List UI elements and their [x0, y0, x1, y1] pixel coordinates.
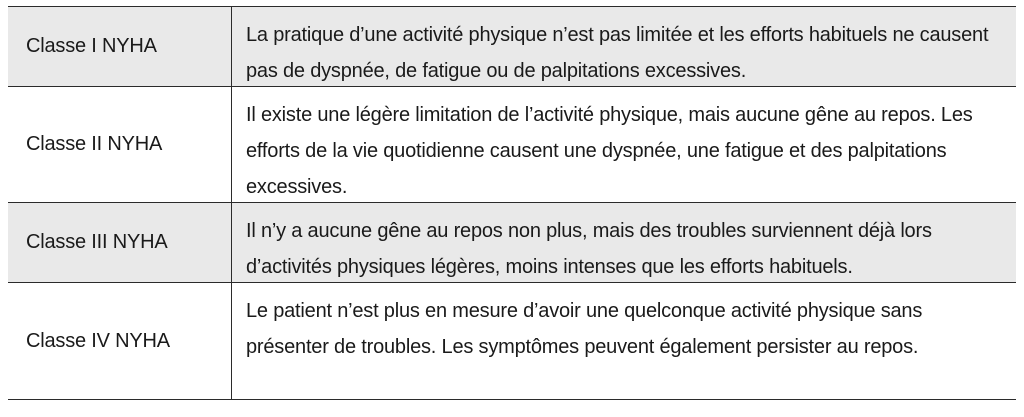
table-row-class-2 [8, 87, 1016, 203]
class-description-cell: Il existe une légère limitation de l’activité physique, mais aucune gêne au repos. Les efforts de la vie quotidienne causent une dyspnée, une fatigue et des palpitations excessives. [246, 104, 973, 198]
class-description-cell: La pratique d’une activité physique n’est pas limitée et les efforts habituels ne causent pas de dyspnée, de fatigue ou de palpitations excessives. [246, 24, 989, 82]
class-label-cell: Classe IV NYHA [8, 283, 232, 399]
table-row-class-3 [8, 203, 1016, 283]
class-description-cell: Il n’y a aucune gêne au repos non plus, mais des troubles surviennent déjà lors d’activités physiques légères, moins intenses que les efforts habituels. [246, 220, 932, 278]
nyha-classification-table [8, 6, 1016, 400]
class-description-cell: Le patient n’est plus en mesure d’avoir une quelconque activité physique sans présenter de troubles. Les symptômes peuvent également persister au repos. [246, 300, 923, 358]
class-label-cell: Classe III NYHA [8, 203, 232, 282]
class-label-cell: Classe II NYHA [8, 87, 232, 202]
table-row-class-1 [8, 7, 1016, 87]
class-label-cell: Classe I NYHA [8, 7, 232, 86]
table-row-class-4 [8, 283, 1016, 400]
